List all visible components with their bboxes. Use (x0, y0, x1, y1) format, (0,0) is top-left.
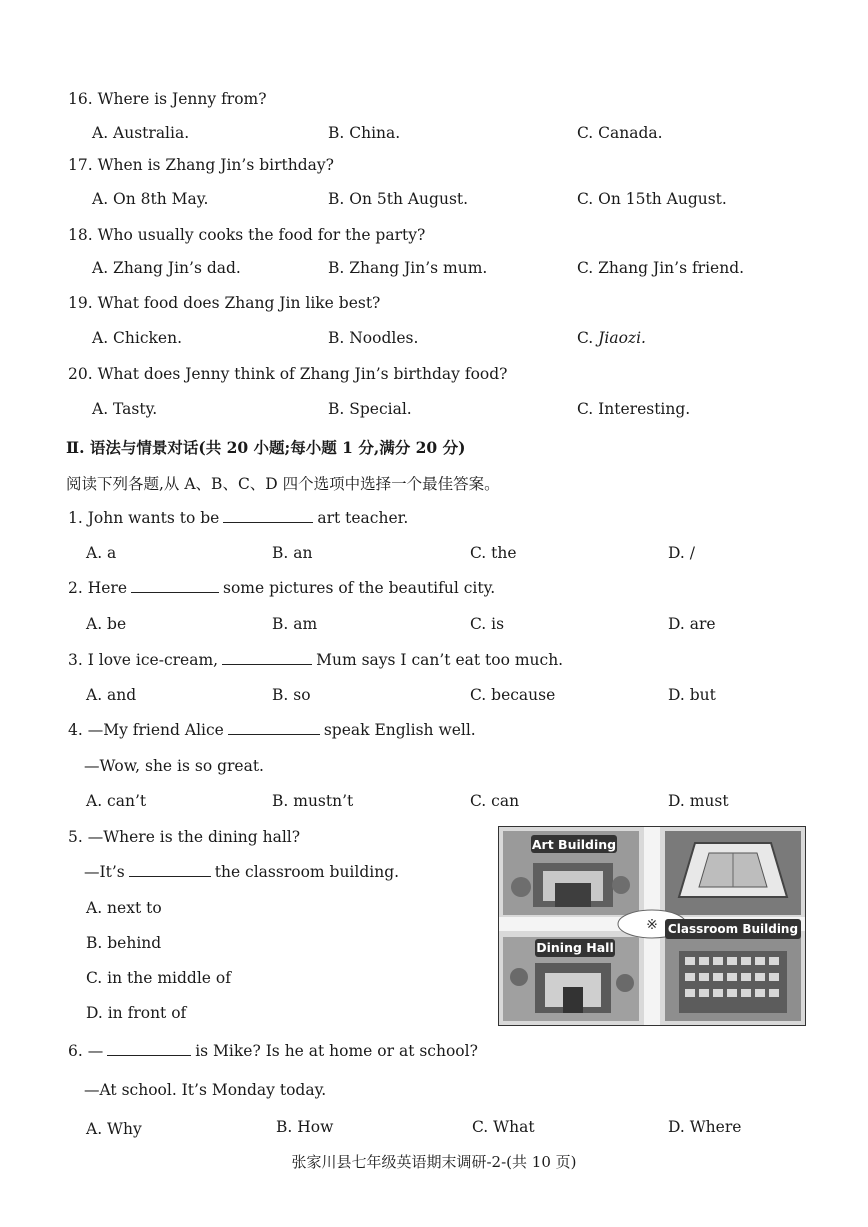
q19-option-a[interactable]: A. Chicken. (92, 329, 183, 347)
question-2: 2. Here some pictures of the beautiful city. (68, 579, 496, 597)
q2-option-c[interactable]: C. is (470, 615, 505, 633)
answer-blank[interactable] (223, 509, 313, 523)
question-6-reply: —At school. It’s Monday today. (84, 1081, 327, 1099)
q6-option-a[interactable]: A. Why (86, 1120, 142, 1138)
q3-option-b[interactable]: B. so (272, 686, 311, 704)
page-footer: 张家川县七年级英语期末调研-2-(共 10 页) (291, 1153, 577, 1171)
answer-blank[interactable] (228, 721, 320, 735)
q5-option-a[interactable]: A. next to (86, 899, 162, 917)
question-1: 1. John wants to be art teacher. (68, 509, 409, 527)
question-18: 18. Who usually cooks the food for the party? (68, 226, 426, 244)
q1-option-c[interactable]: C. the (470, 544, 517, 562)
question-17: 17. When is Zhang Jin’s birthday? (68, 156, 334, 174)
q4-option-a[interactable]: A. can’t (86, 792, 147, 810)
q3-option-a[interactable]: A. and (86, 686, 137, 704)
answer-blank[interactable] (107, 1042, 191, 1056)
answer-blank[interactable] (131, 579, 219, 593)
q5-option-b[interactable]: B. behind (86, 934, 162, 952)
question-5-reply: —It’s the classroom building. (84, 863, 400, 881)
question-20: 20. What does Jenny think of Zhang Jin’s birthday food? (68, 365, 508, 383)
q20-option-c[interactable]: C. Interesting. (577, 400, 691, 418)
q1-option-b[interactable]: B. an (272, 544, 313, 562)
q6-option-c[interactable]: C. What (472, 1118, 535, 1136)
q2-option-a[interactable]: A. be (86, 615, 127, 633)
q2-option-b[interactable]: B. am (272, 615, 318, 633)
q18-option-b[interactable]: B. Zhang Jin’s mum. (328, 259, 488, 277)
q1-option-a[interactable]: A. a (86, 544, 117, 562)
q5-option-d[interactable]: D. in front of (86, 1004, 187, 1022)
q19-option-c[interactable]: C. Jiaozi. (577, 329, 646, 347)
q17-option-c[interactable]: C. On 15th August. (577, 190, 727, 208)
campus-map-drawing (499, 827, 805, 1025)
question-3: 3. I love ice-cream, Mum says I can’t eat too much. (68, 651, 564, 669)
question-6: 6. — is Mike? Is he at home or at school? (68, 1042, 478, 1060)
q2-option-d[interactable]: D. are (668, 615, 716, 633)
campus-map (498, 826, 806, 1026)
section-title: Ⅱ. 语法与情景对话(共 20 小题;每小题 1 分,满分 20 分) (66, 438, 466, 457)
art-building-label: Art Building (531, 837, 617, 852)
section-instruction: 阅读下列各题,从 A、B、C、D 四个选项中选择一个最佳答案。 (66, 475, 500, 493)
q3-option-c[interactable]: C. because (470, 686, 556, 704)
q6-option-d[interactable]: D. Where (668, 1118, 742, 1136)
question-19: 19. What food does Zhang Jin like best? (68, 294, 381, 312)
answer-blank[interactable] (129, 863, 211, 877)
q18-option-a[interactable]: A. Zhang Jin’s dad. (92, 259, 241, 277)
answer-blank[interactable] (222, 651, 312, 665)
dining-hall-label: Dining Hall (536, 940, 614, 955)
question-4: 4. —My friend Alice speak English well. (68, 721, 476, 739)
q4-option-b[interactable]: B. mustn’t (272, 792, 354, 810)
q17-option-a[interactable]: A. On 8th May. (92, 190, 209, 208)
q4-option-c[interactable]: C. can (470, 792, 520, 810)
fountain-icon: ※ (646, 917, 658, 933)
q1-option-d[interactable]: D. / (668, 544, 695, 562)
q20-option-b[interactable]: B. Special. (328, 400, 412, 418)
q16-option-b[interactable]: B. China. (328, 124, 401, 142)
question-4-reply: —Wow, she is so great. (84, 757, 264, 775)
q16-option-c[interactable]: C. Canada. (577, 124, 663, 142)
q16-option-a[interactable]: A. Australia. (92, 124, 190, 142)
q20-option-a[interactable]: A. Tasty. (92, 400, 158, 418)
q18-option-c[interactable]: C. Zhang Jin’s friend. (577, 259, 745, 277)
q3-option-d[interactable]: D. but (668, 686, 716, 704)
q4-option-d[interactable]: D. must (668, 792, 729, 810)
question-16: 16. Where is Jenny from? (68, 90, 267, 108)
q5-option-c[interactable]: C. in the middle of (86, 969, 231, 987)
q17-option-b[interactable]: B. On 5th August. (328, 190, 469, 208)
question-5: 5. —Where is the dining hall? (68, 828, 301, 846)
classroom-building-label: Classroom Building (667, 922, 799, 936)
q6-option-b[interactable]: B. How (276, 1118, 334, 1136)
q19-option-b[interactable]: B. Noodles. (328, 329, 419, 347)
